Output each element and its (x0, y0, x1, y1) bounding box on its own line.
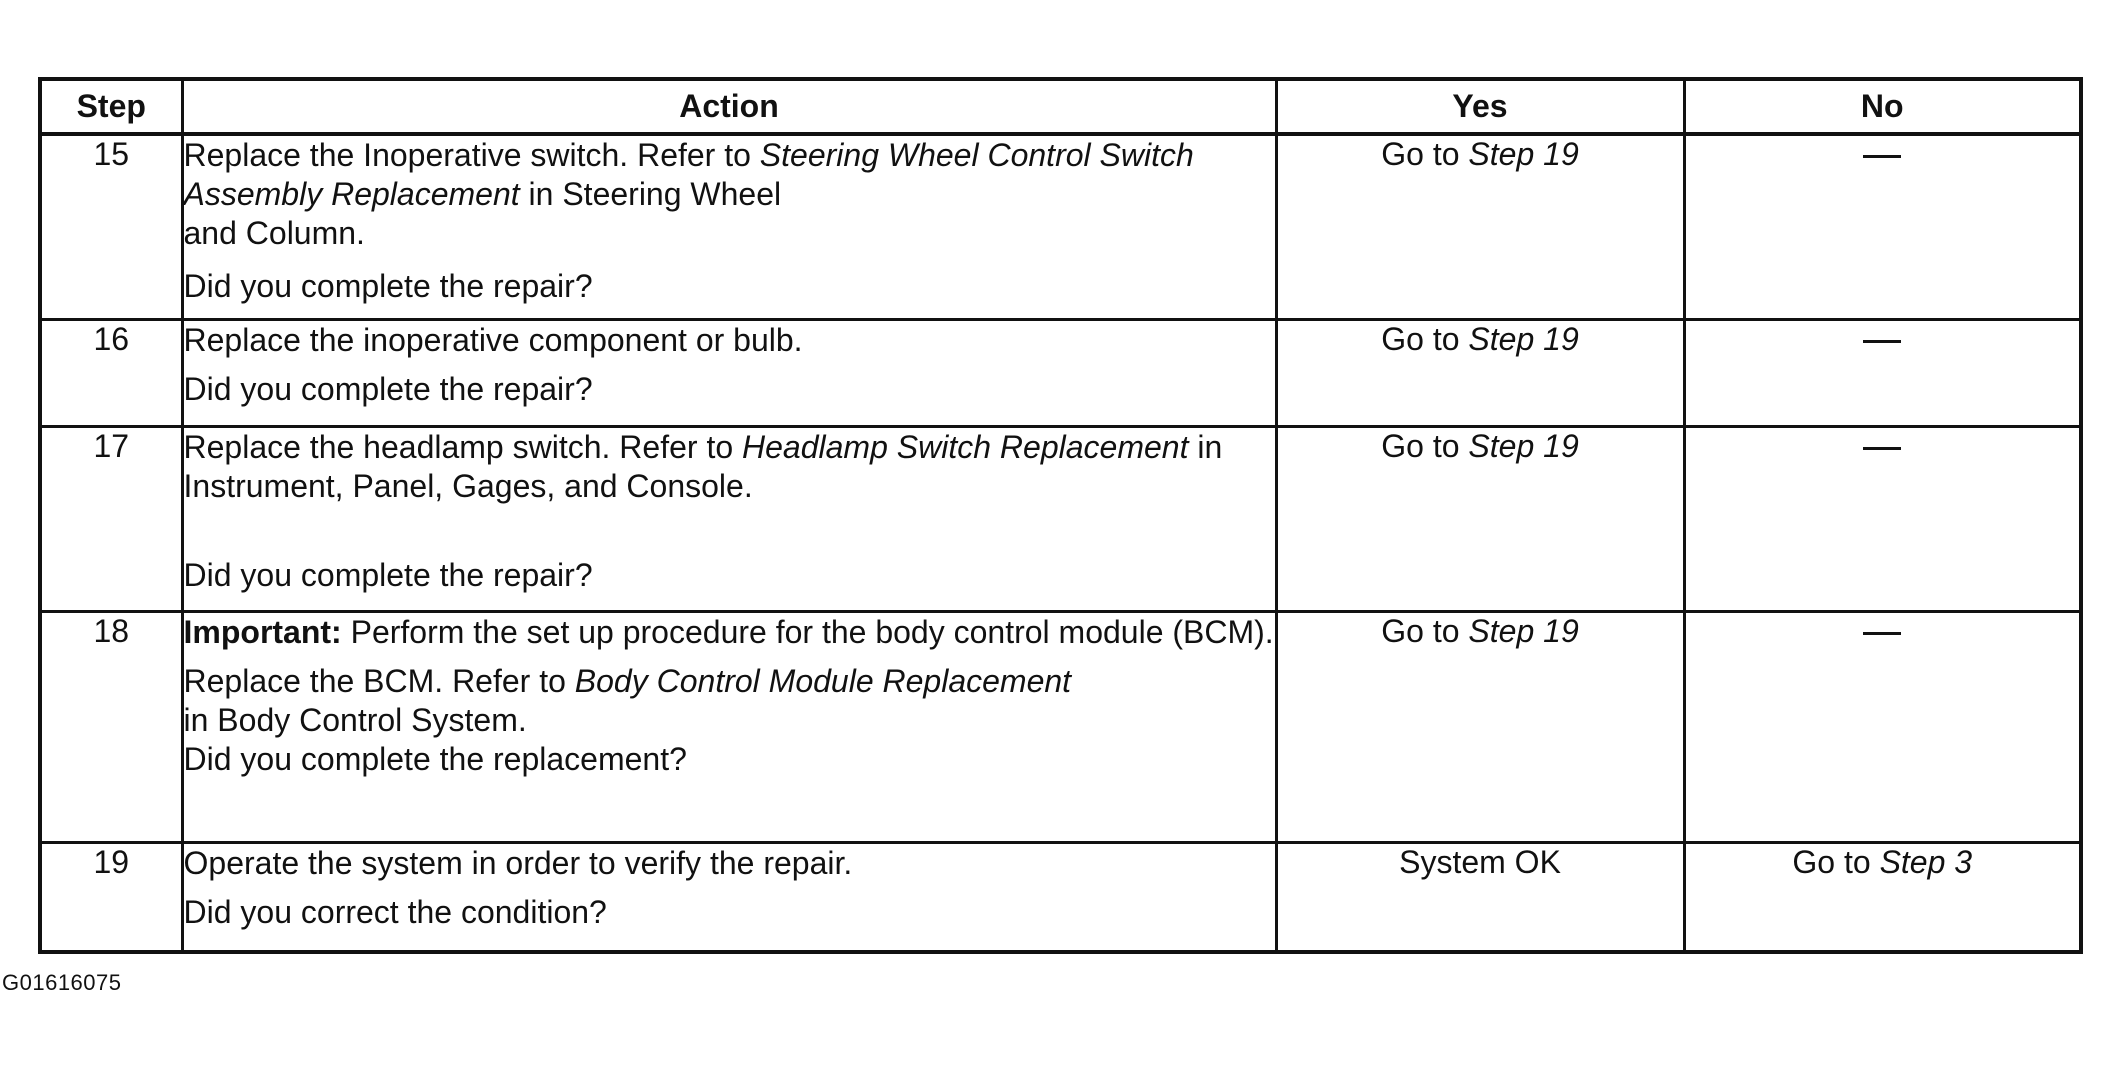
step-link: Step 19 (1468, 613, 1579, 649)
no-cell (1684, 320, 2081, 427)
table-row (40, 134, 2081, 320)
step-number: 15 (40, 134, 182, 320)
dash-icon (1863, 447, 1901, 450)
no-cell (1684, 134, 2081, 320)
no-cell (1684, 427, 2081, 612)
reference-link: Body Control Module Replacement (574, 663, 1072, 699)
step-link: Step 3 (1879, 844, 1973, 880)
step-number: 18 (40, 612, 182, 843)
action-text: Replace the inoperative component or bulb. (183, 322, 803, 358)
table-row (40, 427, 2081, 612)
reference-link: Steering Wheel Control Switch Assembly Replacement (183, 137, 1194, 212)
table-row (40, 320, 2081, 427)
action-text: Replace the Inoperative switch. Refer to Steering Wheel Control Switch Assembly Replacement in Steering Wheel and Column. (183, 137, 1194, 251)
table-header-row (40, 79, 2081, 134)
step-number: 19 (40, 843, 182, 953)
important-note: Important: Perform the set up procedure for the body control module (BCM). (183, 614, 1274, 650)
yes-cell: Go to Step 19 (1276, 612, 1684, 843)
action-question: Did you complete the replacement? (183, 741, 687, 777)
dash-icon (1863, 340, 1901, 343)
step-number: 17 (40, 427, 182, 612)
figure-id: G01616075 (2, 970, 122, 995)
no-cell: Go to Step 3 (1684, 843, 2081, 953)
yes-cell: System OK (1276, 843, 1684, 953)
step-link: Step 19 (1468, 321, 1579, 357)
action-question: Did you complete the repair? (183, 371, 593, 407)
action-cell (182, 612, 1276, 843)
action-cell (182, 427, 1276, 612)
yes-cell: Go to Step 19 (1276, 427, 1684, 612)
step-link: Step 19 (1468, 136, 1579, 172)
step-link: Step 19 (1468, 428, 1579, 464)
header-yes: Yes (1276, 79, 1684, 134)
header-no: No (1684, 79, 2081, 134)
action-question: Did you complete the repair? (183, 557, 593, 593)
yes-cell: Go to Step 19 (1276, 320, 1684, 427)
table-row (40, 843, 2081, 953)
dash-icon (1863, 632, 1901, 635)
action-cell (182, 320, 1276, 427)
header-step: Step (40, 79, 182, 134)
action-cell (182, 843, 1276, 953)
step-number: 16 (40, 320, 182, 427)
action-question: Did you complete the repair? (183, 268, 593, 304)
action-cell (182, 134, 1276, 320)
action-text: Replace the BCM. Refer to Body Control Module Replacement in Body Control System. (183, 663, 1072, 738)
important-label: Important: (183, 614, 342, 650)
no-cell (1684, 612, 2081, 843)
dash-icon (1863, 155, 1901, 158)
header-action: Action (182, 79, 1276, 134)
yes-cell: Go to Step 19 (1276, 134, 1684, 320)
action-text: Operate the system in order to verify the repair. (183, 845, 853, 881)
action-question: Did you correct the condition? (183, 894, 607, 930)
reference-link: Headlamp Switch Replacement (742, 429, 1189, 465)
diagnostic-table (38, 77, 2083, 954)
table-row (40, 612, 2081, 843)
action-text: Replace the headlamp switch. Refer to Headlamp Switch Replacement in Instrument, Panel, Gages, and Console. (183, 429, 1223, 504)
